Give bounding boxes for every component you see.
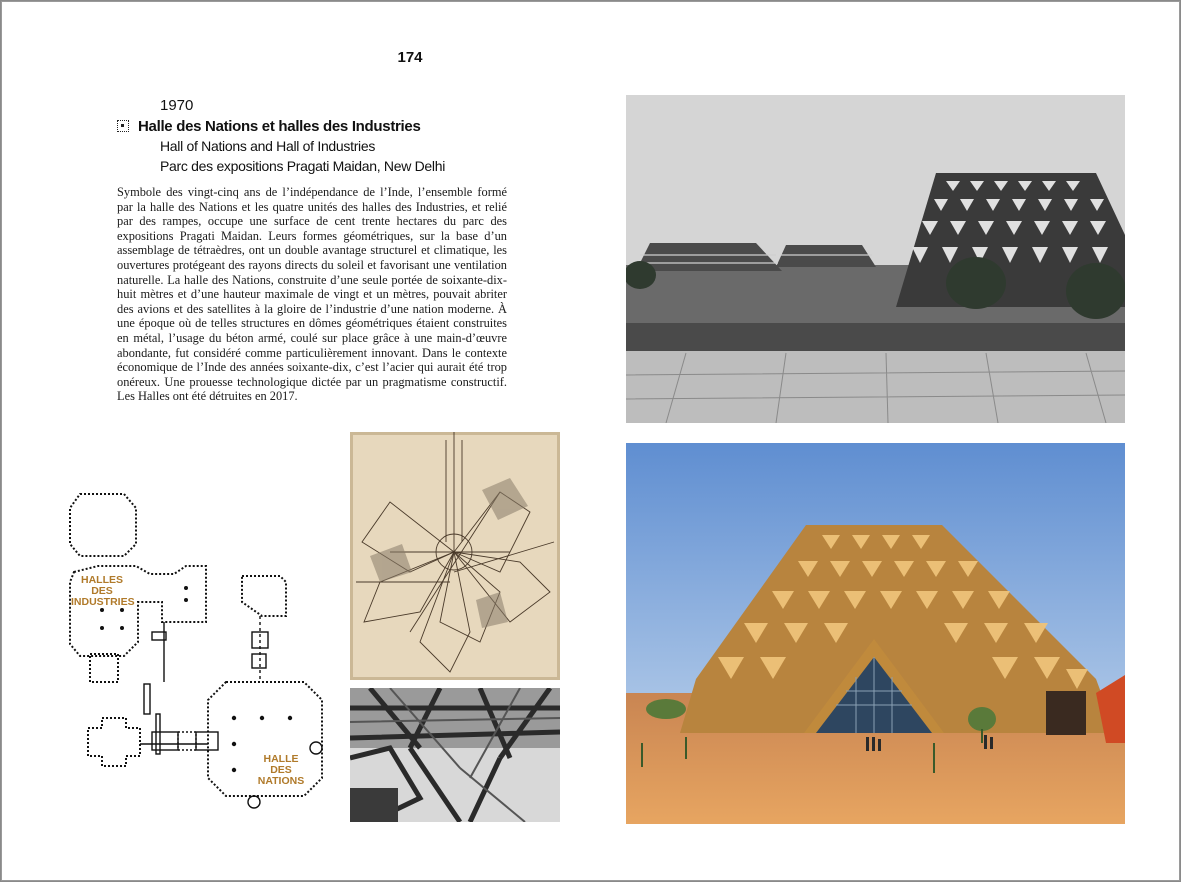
historic-exterior-photo bbox=[626, 95, 1125, 423]
construction-interior-photo bbox=[350, 688, 560, 822]
label-industries-line2: INDUSTRIES bbox=[71, 596, 135, 608]
structural-sketch-image bbox=[350, 432, 560, 680]
page-number: 174 bbox=[397, 49, 423, 66]
label-halle-nations bbox=[246, 754, 316, 787]
body-paragraph: Symbole des vingt-cinq ans de l’indépendance de l’Inde, l’ensemble formé par la halle des Nations et les quatre unités des halles des Industries, et relié par des rampes, occupe une surface de cent trente hectares du parc des expositions Pragati Maidan. Leurs formes géométriques, sur la base d’un assemblage de tétraèdres, ont un double avantage structurel et climatique, les ouvertures protégeant des rayons directs du soleil et favorisant une ventilation naturelle. La halle des Nations, construite d’une seule portée de soixante-dix-huit mètres et d’une hauteur maximale de vingt et un mètres, pouvait abriter des avions et des satellites à la gloire de l’industrie d’une nation moderne. À une époque où de telles structures en dômes géométriques étaient construites en métal, l’usage du béton armé, coulé sur place grâce à une main-d’œuvre abondante, fut considéré comme particulièrement innovant. Dans le contexte économique de l’Inde des années soixante-dix, c’est l’acier qui aurait été trop onéreux. Une prouesse technologique dictée par un pragmatisme constructif. Les Halles ont été détruites en 2017. bbox=[117, 185, 507, 404]
label-industries-line1: HALLES DES bbox=[81, 574, 123, 597]
label-halles-industries bbox=[71, 575, 133, 608]
label-nations-line1: HALLE bbox=[263, 753, 299, 765]
label-nations-line2: DES NATIONS bbox=[257, 764, 305, 787]
year: 1970 bbox=[160, 97, 194, 114]
title-english: Hall of Nations and Hall of Industries bbox=[160, 138, 376, 154]
book-page bbox=[1, 1, 1180, 881]
color-exterior-photo bbox=[626, 443, 1125, 824]
location: Parc des expositions Pragati Maidan, New Delhi bbox=[160, 158, 446, 174]
dotted-square-icon bbox=[117, 120, 129, 132]
title-french: Halle des Nations et halles des Industries bbox=[138, 118, 421, 135]
